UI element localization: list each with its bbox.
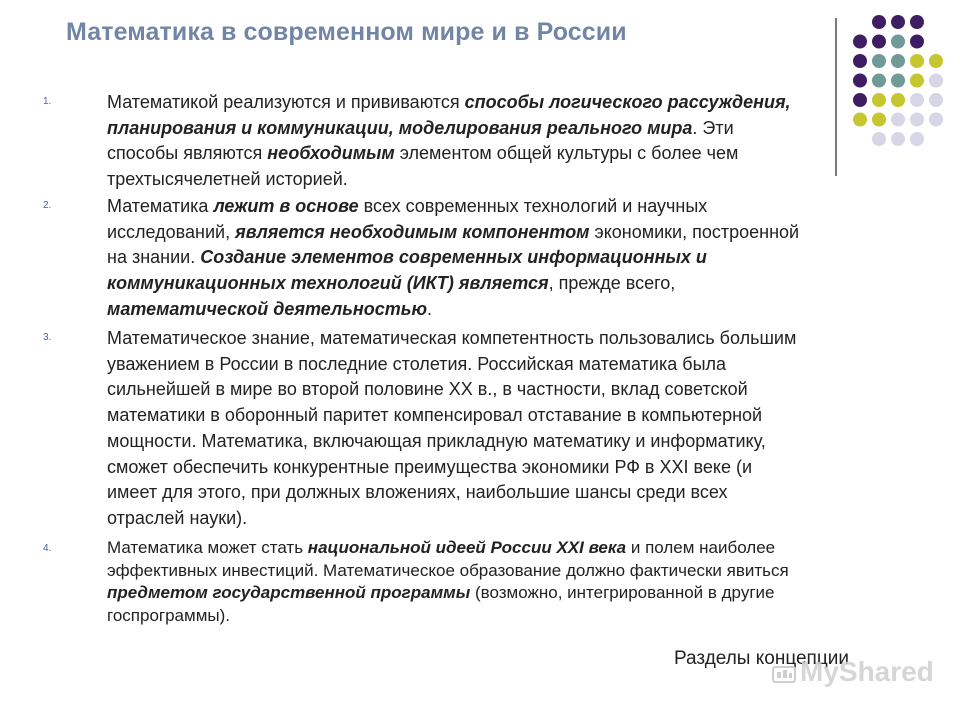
list-item-text xyxy=(107,326,937,532)
body-text: . Эти xyxy=(692,117,734,138)
emphasis-text: коммуникационных технологий (ИКТ) является xyxy=(107,273,549,294)
decorative-dot xyxy=(891,74,905,88)
text-line xyxy=(107,560,937,583)
decorative-dot xyxy=(853,74,867,88)
decorative-dot xyxy=(872,15,886,29)
list-number: 2. xyxy=(43,200,52,211)
list-number: 4. xyxy=(43,543,52,554)
decorative-dot xyxy=(929,74,943,88)
text-line xyxy=(107,480,937,506)
text-line xyxy=(107,271,937,297)
body-text: трехтысячелетней историей. xyxy=(107,169,348,190)
text-line xyxy=(107,167,937,193)
text-line xyxy=(107,352,937,378)
body-text: и полем наиболее xyxy=(626,538,776,557)
decorative-dot xyxy=(910,35,924,49)
text-line xyxy=(107,90,937,116)
text-line xyxy=(107,141,937,167)
emphasis-text: предметом государственной программы xyxy=(107,583,471,603)
decorative-dot xyxy=(891,35,905,49)
body-text: мощности. Математика, включающая прикладную математику и информатику, xyxy=(107,430,766,451)
emphasis-text: Создание элементов современных информационных и xyxy=(200,247,707,268)
body-text: (возможно, интегрированной в другие xyxy=(470,583,775,603)
body-text: на знании. xyxy=(107,247,201,268)
body-text: эффективных инвестиций. Математическое образование должно фактически явиться xyxy=(107,560,789,580)
watermark xyxy=(800,656,934,688)
body-text: исследований, xyxy=(107,221,236,242)
emphasis-text: лежит в основе xyxy=(213,196,359,216)
body-text: математики в оборонный паритет компенсировал отставание в компьютерной xyxy=(107,405,763,426)
text-line xyxy=(107,429,937,455)
emphasis-text: является необходимым компонентом xyxy=(235,221,590,242)
text-line xyxy=(107,506,937,532)
body-text: уважением в России в последние столетия. Российская математика была xyxy=(107,353,727,374)
page-title: Математика в современном мире и в России xyxy=(66,18,627,46)
body-text: экономики, построенной xyxy=(589,221,800,242)
body-text: имеет для этого, при должных вложениях, наибольшие шансы среди всех xyxy=(107,482,728,503)
text-line xyxy=(107,605,937,628)
list-item-text xyxy=(107,194,937,323)
emphasis-text: планирования и коммуникации, моделирования реального мира xyxy=(107,117,693,138)
decorative-dot xyxy=(891,15,905,29)
text-line xyxy=(107,116,937,142)
text-line xyxy=(107,403,937,429)
text-line xyxy=(107,582,937,605)
body-text: , прежде всего, xyxy=(548,273,676,294)
decorative-dot xyxy=(891,54,905,68)
body-text: Математическое знание, математическая компетентность пользовались большим xyxy=(107,328,797,348)
text-line xyxy=(107,297,937,323)
text-line xyxy=(107,455,937,481)
body-text: сильнейшей в мире во второй половине XX в., в частности, вклад советской xyxy=(107,379,748,400)
list-number: 1. xyxy=(43,96,52,107)
list-item-text xyxy=(107,537,937,628)
list-number: 3. xyxy=(43,332,52,343)
body-text: всех современных технологий и научных xyxy=(358,196,708,216)
decorative-dot xyxy=(872,54,886,68)
decorative-dot xyxy=(853,35,867,49)
list-item-text xyxy=(107,90,937,193)
text-line xyxy=(107,220,937,246)
text-line xyxy=(107,326,937,352)
emphasis-text: национальной идеей России XXI века xyxy=(307,538,627,557)
body-text: . xyxy=(427,298,433,319)
body-text: Математика может стать xyxy=(107,538,308,557)
body-text: элементом общей культуры с более чем xyxy=(394,143,739,164)
text-line xyxy=(107,245,937,271)
emphasis-text: способы логического рассуждения, xyxy=(464,92,791,112)
emphasis-text: необходимым xyxy=(267,143,395,164)
decorative-dot xyxy=(929,54,943,68)
decorative-dot xyxy=(872,35,886,49)
body-text: госпрограммы). xyxy=(107,606,230,626)
emphasis-text: математической деятельностью xyxy=(107,298,428,319)
text-line xyxy=(107,537,937,560)
body-text: Математика xyxy=(107,196,214,216)
body-text: отраслей науки). xyxy=(107,507,248,528)
decorative-dot xyxy=(853,54,867,68)
sections-link-text: Разделы концепции xyxy=(674,648,849,669)
watermark-logo-icon xyxy=(771,663,797,685)
decorative-dot xyxy=(910,15,924,29)
body-text: Математикой реализуются и прививаются xyxy=(107,92,465,112)
body-text: способы являются xyxy=(107,143,268,164)
watermark-text: MyShared xyxy=(800,656,934,687)
decorative-dot xyxy=(910,54,924,68)
decorative-dot xyxy=(872,74,886,88)
text-line xyxy=(107,377,937,403)
decorative-dot xyxy=(910,74,924,88)
body-text: сможет обеспечить конкурентные преимущества экономики РФ в XXI веке (и xyxy=(107,456,753,477)
text-line xyxy=(107,194,937,220)
